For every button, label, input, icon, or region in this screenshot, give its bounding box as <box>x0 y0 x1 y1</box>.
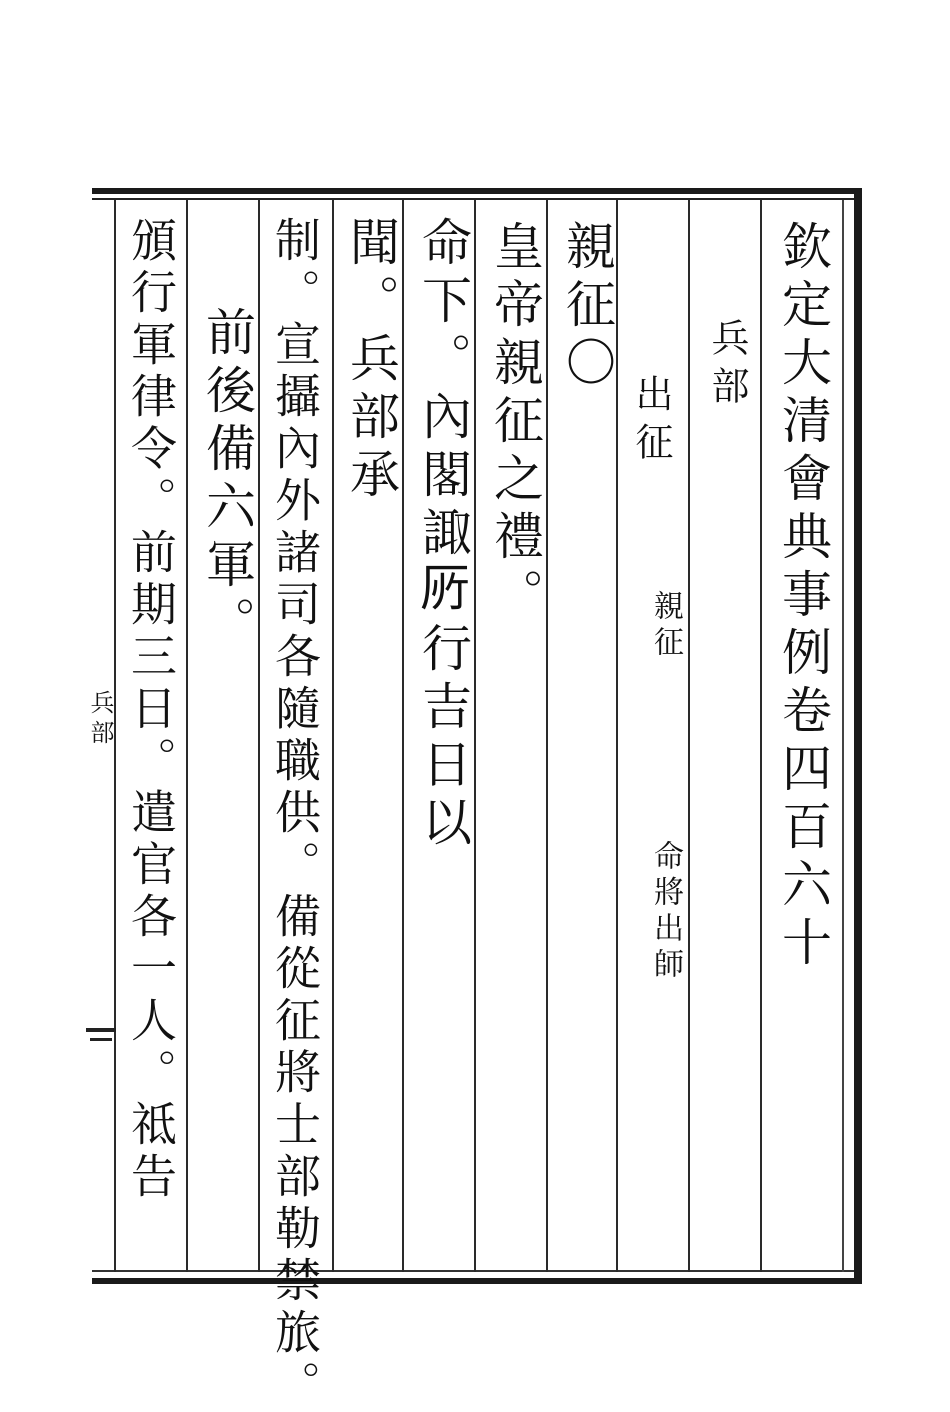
frame-top-border <box>92 188 862 194</box>
margin-note: 兵部 <box>86 690 114 750</box>
column-rule <box>258 200 260 1272</box>
subsection-heading-2: 命將出師 <box>648 840 683 984</box>
section-heading: 出征 <box>629 374 673 470</box>
frame-right-inner-border <box>842 200 844 1272</box>
text-line-3: 聞。兵部承 <box>342 216 400 506</box>
department-heading: 兵部 <box>705 318 749 414</box>
column-rule <box>546 200 548 1272</box>
subsection-heading: 親征 <box>648 590 683 662</box>
chapter-heading: 親征〇 <box>558 220 616 394</box>
text-line-5: 前後備六軍。 <box>198 306 256 654</box>
page-marker <box>90 1038 112 1041</box>
frame-bottom-inner-border <box>92 1270 854 1272</box>
frame-right-border <box>854 188 862 1284</box>
column-rule <box>760 200 762 1272</box>
page-marker <box>86 1028 116 1032</box>
column-rule <box>186 200 188 1272</box>
text-line-6: 頒行軍律令。前期三日。遣官各一人。祗告 <box>124 216 178 1204</box>
volume-title: 欽定大清會典事例卷四百六十 <box>774 220 832 974</box>
column-rule <box>402 200 404 1272</box>
column-rule <box>616 200 618 1272</box>
text-line-2: 命下。內閣諏𠩄行吉日以 <box>414 216 472 854</box>
column-rule <box>474 200 476 1272</box>
margin-running-title <box>92 205 116 765</box>
frame-bottom-border <box>92 1278 862 1284</box>
column-rule <box>688 200 690 1272</box>
frame-top-inner-border <box>92 198 854 200</box>
text-line-1: 皇帝親征之禮。 <box>486 220 544 626</box>
column-rule <box>332 200 334 1272</box>
text-line-4: 制。宣攝內外諸司各隨職供。備從征將士部勒禁旅。 <box>268 216 322 1412</box>
